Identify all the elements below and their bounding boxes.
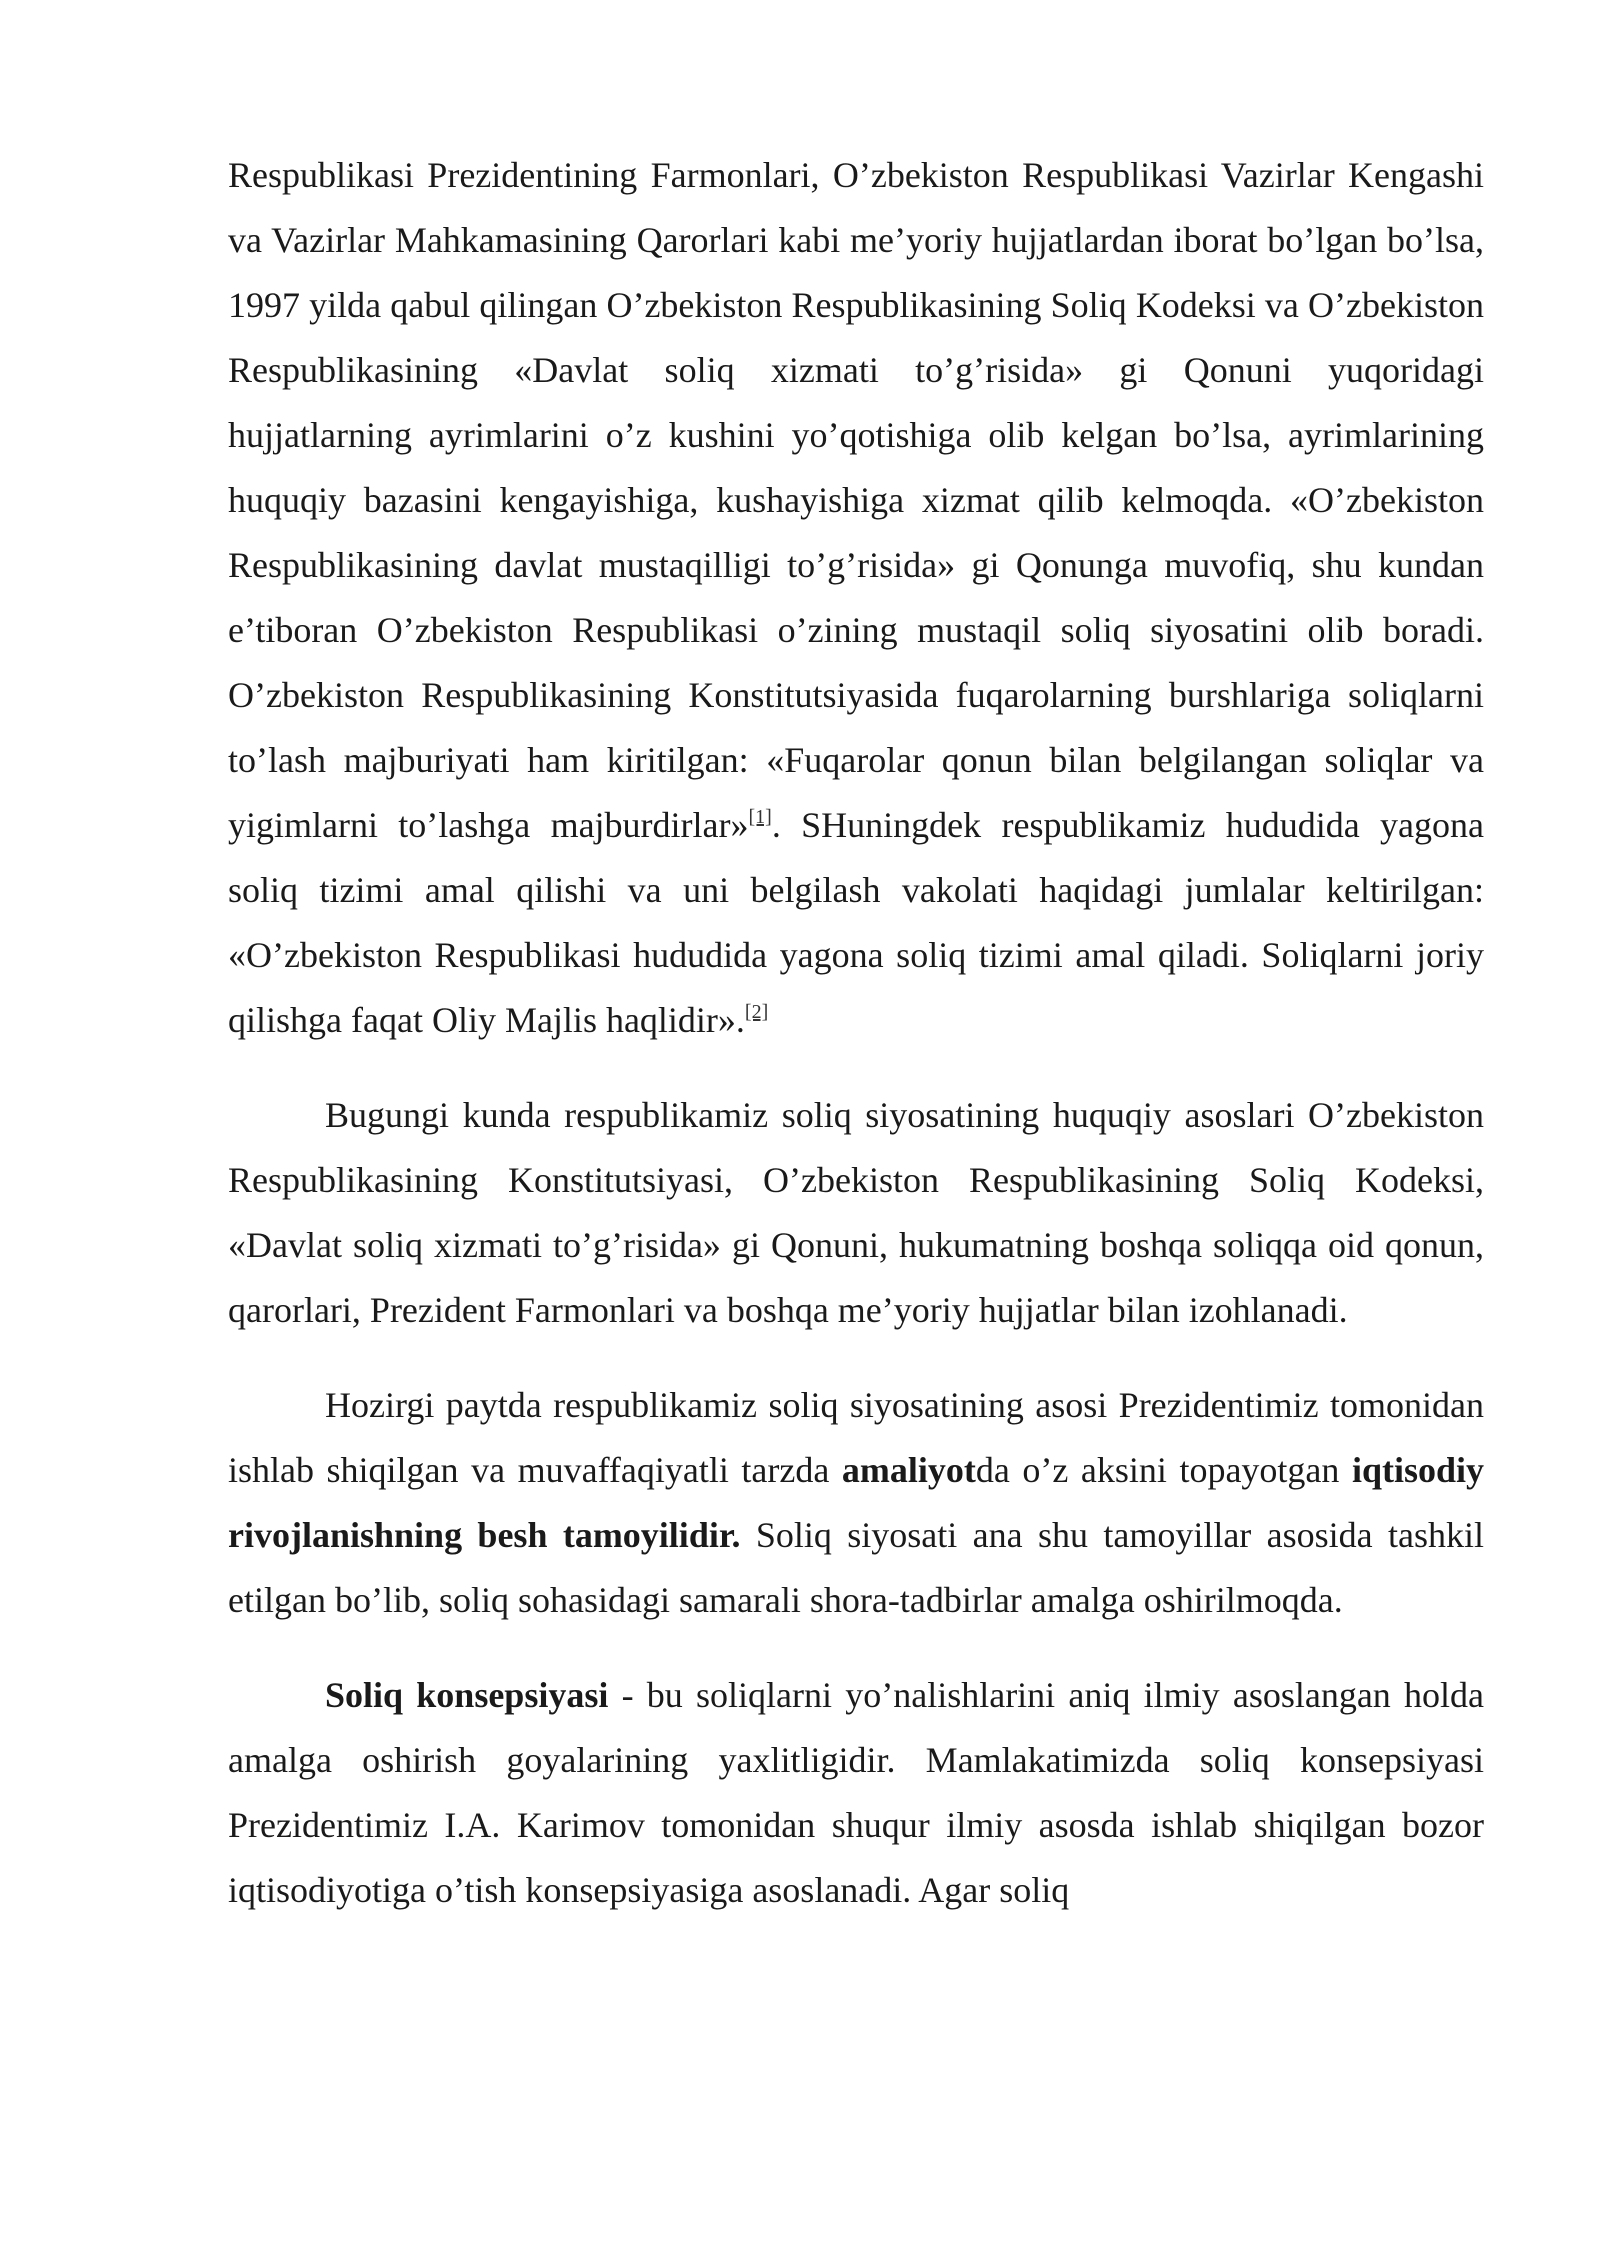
document-body: [228, 143, 1484, 1953]
footnote-ref-1[interactable]: [1]: [748, 806, 772, 828]
text-run: Soliq siyosati ana shu tamoyillar asosida tashkil etilgan bo’lib, soliq sohasidagi samarali shora-tadbirlar amalga oshirilmoqda.: [228, 1515, 1484, 1620]
text-run: . SHuningdek respublikamiz hududida yagona soliq tizimi amal qilishi va uni belgilash vakolati haqidagi jumlalar keltirilgan: «O’zbekiston Respublikasi hududida yagona soliq tizimi amal qiladi. Soliqlarni joriy qilishga faqat Oliy Majlis haqlidir».: [228, 805, 1484, 1040]
text-run: - bu soliqlarni yo’nalishlarini aniq ilmiy asoslangan holda amalga oshirish goyalarining yaxlitligidir. Mamlakatimizda soliq konsepsiyasi Prezidentimiz I.A. Karimov tomonidan shuqur ilmiy asosda ishlab shiqilgan bozor iqtisodiyotiga o’tish konsepsiyasiga asoslanadi. Agar soliq: [228, 1675, 1485, 1910]
text-run: Bugungi kunda respublikamiz soliq siyosatining huquqiy asoslari O’zbekiston Respublikasining Konstitutsiyasi, O’zbekiston Respublikasining Soliq Kodeksi, «Davlat soliq xizmati to’g’risida» gi Qonuni, hukumatning boshqa soliqqa oid qonun, qarorlari, Prezident Farmonlari va boshqa me’yoriy hujjatlar bilan izohlanadi.: [228, 1095, 1484, 1330]
paragraph-4: [228, 1663, 1484, 1923]
paragraph-1: [228, 143, 1484, 1053]
text-run: da o’z aksini topayotgan: [975, 1450, 1352, 1490]
text-run: Respublikasi Prezidentining Farmonlari, O’zbekiston Respublikasi Vazirlar Kengashi va Vazirlar Mahkamasining Qarorlari kabi me’yoriy hujjatlardan iborat bo’lgan bo’lsa, 1997 yilda qabul qilingan O’zbekiston Respublikasining Soliq Kodeksi va O’zbekiston Respublikasining «Davlat soliq xizmati to’g’risida» gi Qonuni yuqoridagi hujjatlarning ayrimlarini o’z kushini yo’qotishiga olib kelgan bo’lsa, ayrimlarining huquqiy bazasini kengayishiga, kushayishiga xizmat qilib kelmoqda. «O’zbekiston Respublikasining davlat mustaqilligi to’g’risida» gi Qonunga muvofiq, shu kundan e’tiboran O’zbekiston Respublikasi o’zining mustaqil soliq siyosatini olib boradi. O’zbekiston Respublikasining Konstitutsiyasida fuqarolarning burshlariga soliqlarni to’lash majburiyati ham kiritilgan: «Fuqarolar qonun bilan belgilangan soliqlar va yigimlarni to’lashga majburdirlar»: [228, 155, 1484, 845]
paragraph-3: [228, 1373, 1484, 1633]
bold-term: iqtisodiy rivojlanishning besh tamoyilidir.: [228, 1450, 1484, 1555]
bold-term: Soliq konsepsiyasi: [325, 1675, 609, 1715]
paragraph-2: [228, 1083, 1484, 1343]
footnote-ref-2[interactable]: [2]: [744, 1001, 769, 1023]
text-run: Hozirgi paytda respublikamiz soliq siyosatining asosi Prezidentimiz tomonidan ishlab shiqilgan va muvaffaqiyatli tarzda: [228, 1385, 1484, 1490]
bold-term: amaliyot: [841, 1450, 976, 1490]
